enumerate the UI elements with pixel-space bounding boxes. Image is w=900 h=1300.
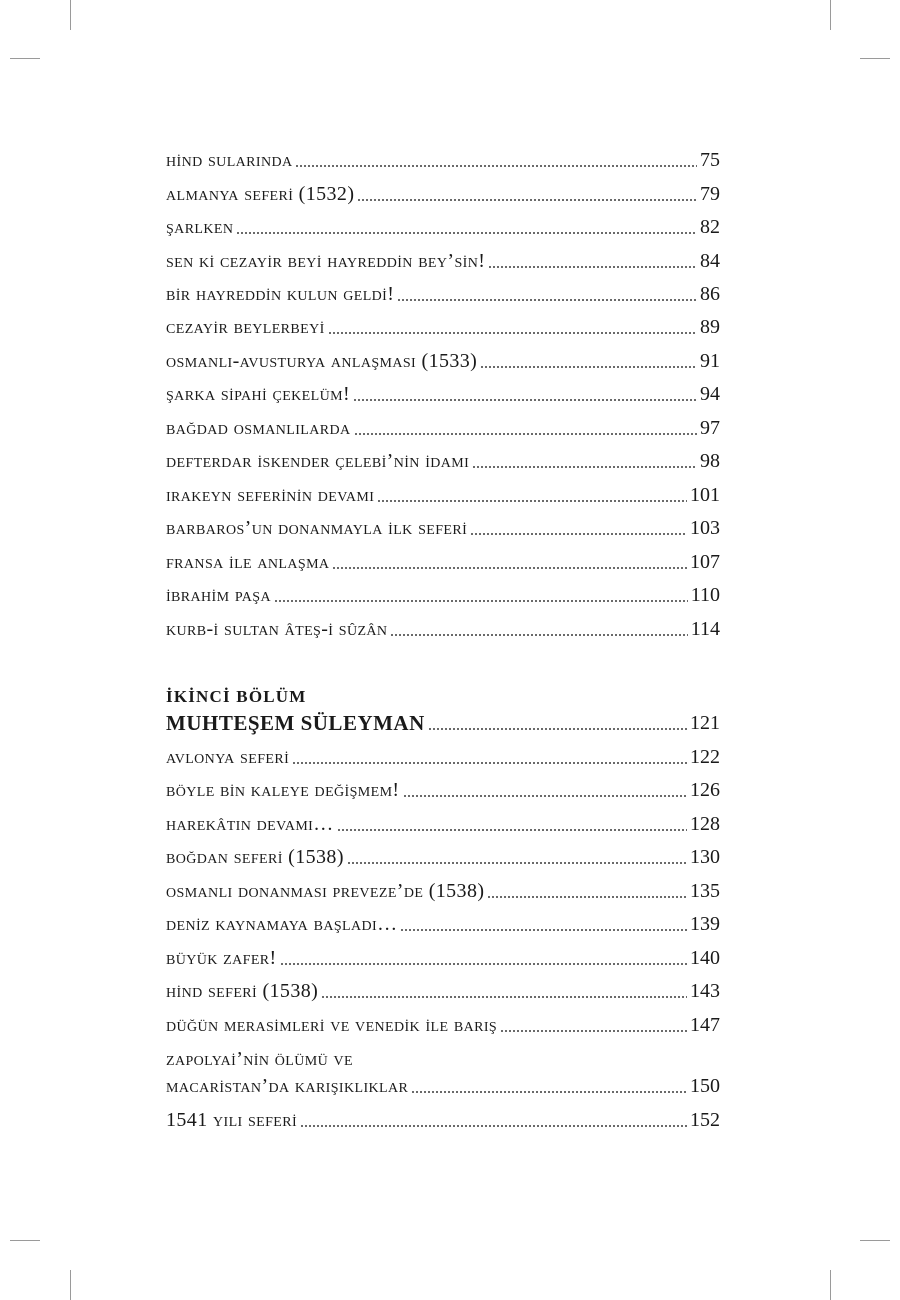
section-heading: İKİNCİ BÖLÜM — [166, 687, 307, 706]
dot-leader — [321, 996, 687, 998]
toc-entry-title: macari̇stan’da karişikliklar — [166, 1075, 409, 1097]
toc-entry-page: 121 — [690, 712, 720, 734]
dot-leader — [400, 929, 687, 931]
toc-entry-page: 79 — [700, 183, 720, 205]
toc-entry-page: 86 — [700, 283, 720, 305]
toc-entry-title: cezayi̇r beylerbeyi̇ — [166, 316, 325, 338]
toc-entry-page: 143 — [690, 980, 720, 1002]
toc-entry-title: barbaros’un donanmayla i̇lk seferi̇ — [166, 517, 468, 539]
crop-mark — [830, 1270, 831, 1300]
toc-entry-title: düğün merasi̇mleri̇ ve venedi̇k i̇le bariş — [166, 1014, 498, 1036]
toc-entry — [166, 248, 720, 274]
toc-entry-title: kurb-i̇ sultan âteş-i̇ sûzân — [166, 618, 388, 640]
toc-entry-page: 122 — [690, 746, 720, 768]
chapter-title-entry — [166, 710, 720, 736]
crop-mark — [70, 1270, 71, 1300]
toc-entry-title: defterdar i̇skender çelebi̇’ni̇n i̇dami — [166, 450, 470, 472]
dot-leader — [332, 567, 687, 569]
dot-leader — [487, 896, 687, 898]
toc-entry-page: 75 — [700, 149, 720, 171]
toc-entry — [166, 945, 720, 971]
dot-leader — [337, 829, 687, 831]
toc-entry-page: 152 — [690, 1109, 720, 1131]
toc-entry — [166, 415, 720, 441]
toc-entry — [166, 214, 720, 240]
toc-entry-page: 114 — [690, 618, 720, 640]
dot-leader — [354, 433, 698, 435]
crop-mark — [70, 0, 71, 30]
toc-entry — [166, 448, 720, 474]
toc-entry-page: 147 — [690, 1014, 720, 1036]
toc-entry-page: 103 — [690, 517, 720, 539]
toc-entry-title: osmanli donanmasi preveze’de (1538) — [166, 880, 485, 902]
toc-entry-page: 101 — [690, 484, 720, 506]
toc-entry-title: osmanli-avusturya anlaşmasi (1533) — [166, 350, 478, 372]
toc-entry — [166, 281, 720, 307]
dot-leader — [428, 728, 687, 730]
toc-entry — [166, 616, 720, 642]
toc-entry — [166, 744, 720, 770]
toc-entry — [166, 515, 720, 541]
toc-entry — [166, 582, 720, 608]
toc-entry-page: 82 — [700, 216, 720, 238]
crop-mark — [10, 1240, 40, 1241]
dot-leader — [488, 266, 697, 268]
toc-entry-title: deni̇z kaynamaya başladi… — [166, 913, 398, 935]
toc-entry-page: 107 — [690, 551, 720, 573]
dot-leader — [300, 1125, 687, 1127]
toc-entry — [166, 911, 720, 937]
toc-entry-page: 135 — [690, 880, 720, 902]
toc-entry — [166, 1107, 720, 1133]
toc-entry-title: i̇brahi̇m paşa — [166, 584, 271, 606]
toc-entry — [166, 777, 720, 803]
toc-entry-title: irakeyn seferi̇ni̇n devami — [166, 484, 375, 506]
toc-entry — [166, 1073, 720, 1099]
toc-entry — [166, 978, 720, 1004]
toc-entry-title-line1 — [166, 1046, 353, 1072]
toc-entry-page: 140 — [690, 947, 720, 969]
dot-leader — [274, 600, 688, 602]
toc-entry — [166, 844, 720, 870]
toc-entry-page: 139 — [690, 913, 720, 935]
toc-entry-title: 1541 yili seferi̇ — [166, 1109, 298, 1131]
toc-entry-title: büyük zafer! — [166, 947, 277, 969]
dot-leader — [472, 466, 697, 468]
toc-entry — [166, 811, 720, 837]
dot-leader — [292, 762, 687, 764]
toc-entry-title: bi̇r hayreddi̇n kulun geldi̇! — [166, 283, 395, 305]
toc-entry-title: böyle bi̇n kaleye deği̇şmem! — [166, 779, 400, 801]
toc-entry-title: şarka si̇pahi̇ çekelüm! — [166, 383, 351, 405]
dot-leader — [470, 533, 687, 535]
toc-entry — [166, 482, 720, 508]
toc-entry-page: 110 — [690, 584, 720, 606]
toc-entry-title: bağdad osmanlilarda — [166, 417, 351, 439]
toc-entry-page: 94 — [700, 383, 720, 405]
toc-entry-page: 97 — [700, 417, 720, 439]
toc-entry-title: şarlken — [166, 216, 234, 238]
toc-entry — [166, 314, 720, 340]
toc-entry-title: hi̇nd seferi̇ (1538) — [166, 980, 319, 1002]
toc-entry-page: 126 — [690, 779, 720, 801]
dot-leader — [357, 199, 697, 201]
dot-leader — [295, 165, 697, 167]
toc-entry-title: harekâtin devami… — [166, 813, 334, 835]
toc-entry-title: almanya seferi̇ (1532) — [166, 183, 355, 205]
toc-entry — [166, 549, 720, 575]
crop-mark — [860, 1240, 890, 1241]
dot-leader — [403, 795, 688, 797]
dot-leader — [377, 500, 687, 502]
toc-entry-title: avlonya seferi̇ — [166, 746, 290, 768]
dot-leader — [328, 332, 697, 334]
toc-entry-page: 130 — [690, 846, 720, 868]
toc-entry-title: hi̇nd sularinda — [166, 149, 293, 171]
dot-leader — [236, 232, 697, 234]
toc-entry — [166, 348, 720, 374]
dot-leader — [353, 399, 697, 401]
toc-entry — [166, 147, 720, 173]
toc-entry-page: 128 — [690, 813, 720, 835]
crop-mark — [10, 58, 40, 59]
toc-entry-page: 91 — [700, 350, 720, 372]
dot-leader — [397, 299, 697, 301]
crop-mark — [830, 0, 831, 30]
toc-entry-title: fransa i̇le anlaşma — [166, 551, 330, 573]
dot-leader — [347, 862, 687, 864]
toc-entry-title: sen ki̇ cezayi̇r beyi̇ hayreddi̇n bey’si̇n! — [166, 250, 486, 272]
toc-entry-page: 98 — [700, 450, 720, 472]
toc-entry-title-part: zapolyai̇’ni̇n ölümü ve — [166, 1048, 353, 1070]
toc-entry — [166, 1012, 720, 1038]
crop-mark — [860, 58, 890, 59]
toc-entry-page: 89 — [700, 316, 720, 338]
dot-leader — [390, 634, 687, 636]
dot-leader — [480, 366, 697, 368]
toc-entry-page: 84 — [700, 250, 720, 272]
dot-leader — [500, 1030, 687, 1032]
toc-entry — [166, 878, 720, 904]
toc-entry — [166, 381, 720, 407]
toc-entry-page: 150 — [690, 1075, 720, 1097]
toc-entry-title: boğdan seferi̇ (1538) — [166, 846, 344, 868]
chapter-title: MUHTEŞEM SÜLEYMAN — [166, 711, 425, 735]
toc-entry — [166, 181, 720, 207]
dot-leader — [411, 1091, 687, 1093]
dot-leader — [280, 963, 687, 965]
